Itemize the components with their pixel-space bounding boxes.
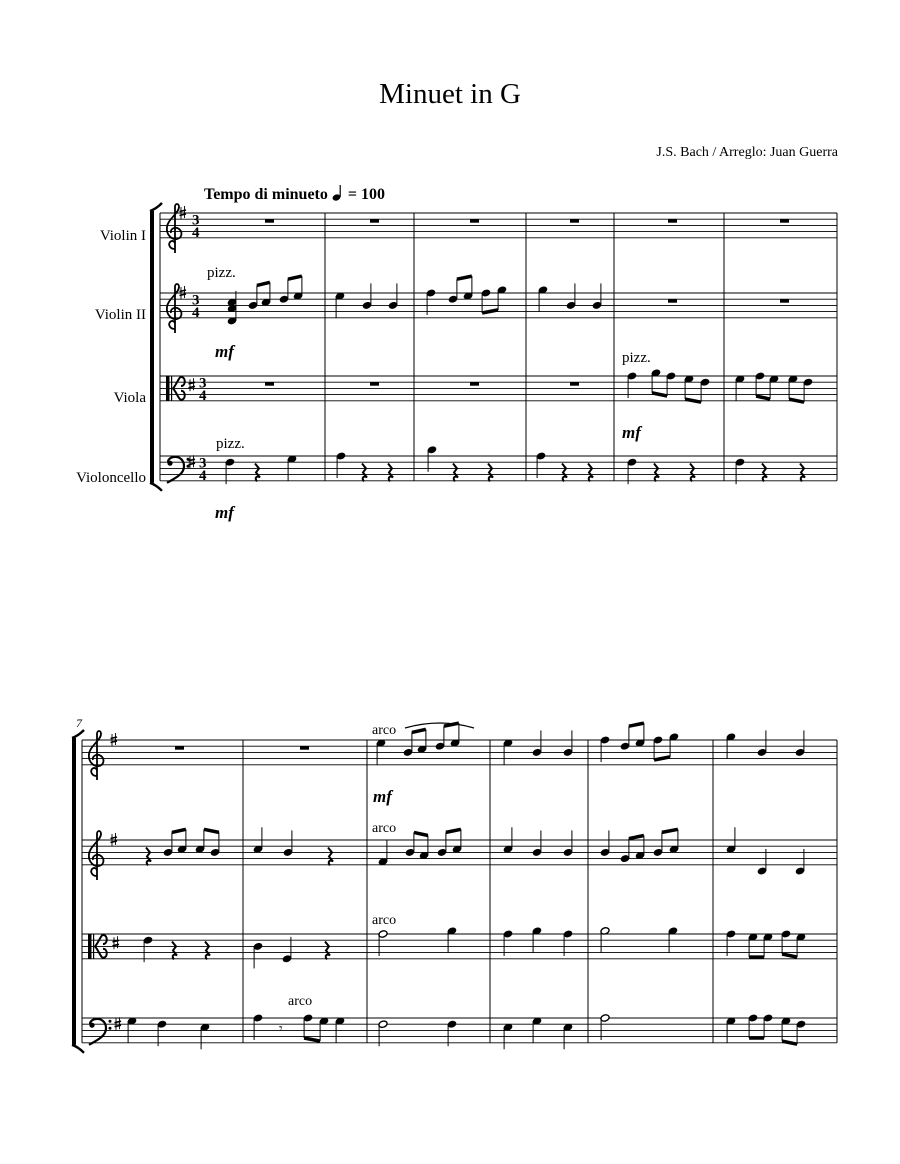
rest-icon xyxy=(762,463,767,481)
rest-icon xyxy=(370,382,379,386)
note-head xyxy=(653,736,663,760)
rest-icon xyxy=(300,746,309,750)
rest-icon xyxy=(146,847,151,865)
dynamic-mf: mf xyxy=(215,503,234,522)
time-signature-bottom: 4 xyxy=(192,224,200,241)
bass-clef-icon xyxy=(89,1019,112,1045)
beam xyxy=(629,836,644,839)
time-signature xyxy=(199,375,207,403)
note-head xyxy=(319,1017,329,1041)
rest-icon xyxy=(328,847,333,865)
staff-s1-3 xyxy=(160,376,837,401)
note-head xyxy=(362,283,372,309)
time-signature-top: 3 xyxy=(192,292,200,309)
beam xyxy=(789,399,804,402)
time-signature-bottom: 4 xyxy=(199,467,207,484)
time-signature xyxy=(199,455,207,483)
note-head xyxy=(757,849,767,875)
beam xyxy=(629,723,644,726)
note-head xyxy=(503,930,513,956)
system-bracket xyxy=(150,483,162,491)
note-head xyxy=(803,378,813,402)
note-head xyxy=(666,372,676,396)
staff-s2-1 xyxy=(82,740,837,765)
note-head xyxy=(279,279,289,303)
note-head xyxy=(427,446,437,472)
rest-icon xyxy=(780,299,789,303)
note-head xyxy=(435,726,445,750)
instrument-label-violin-2: Violin II xyxy=(94,307,146,323)
note-head xyxy=(684,375,694,399)
rest-icon xyxy=(654,463,659,481)
dynamic-mf: mf xyxy=(622,423,641,442)
arco-marking: arco xyxy=(372,913,397,928)
instrument-label-viola: Viola xyxy=(113,390,146,406)
system-bracket xyxy=(72,1045,84,1053)
note-head xyxy=(600,736,610,762)
note-head xyxy=(563,830,573,856)
note-head xyxy=(253,1014,263,1040)
note-head xyxy=(635,723,645,747)
note-head xyxy=(627,372,637,398)
beam xyxy=(782,1041,797,1044)
note-head xyxy=(669,829,679,853)
note-head xyxy=(748,933,758,957)
time-signature-top: 3 xyxy=(199,455,207,472)
time-signature xyxy=(192,292,200,320)
note-head xyxy=(536,452,546,478)
treble-clef-icon xyxy=(167,284,182,333)
note-head xyxy=(426,289,436,315)
beam xyxy=(482,310,498,313)
rest-icon xyxy=(668,219,677,223)
sharp-icon xyxy=(180,286,187,299)
rest-icon xyxy=(265,382,274,386)
instrument-label-violoncello: Violoncello xyxy=(76,470,146,486)
time-signature-bottom: 4 xyxy=(192,304,200,321)
note-head xyxy=(726,930,736,956)
note-head xyxy=(600,830,610,856)
note-head xyxy=(620,726,630,750)
dynamic-mf: mf xyxy=(373,787,392,806)
note-head xyxy=(463,276,473,300)
note-head xyxy=(253,942,263,968)
note-head xyxy=(795,849,805,875)
rest-icon xyxy=(325,941,330,959)
note-head xyxy=(763,1014,773,1038)
rest-icon xyxy=(588,463,593,481)
note-head xyxy=(447,1020,457,1046)
tempo-value: = 100 xyxy=(347,186,385,203)
score-title: Minuet in G xyxy=(379,78,521,110)
rest-icon xyxy=(470,219,479,223)
beam xyxy=(412,729,426,732)
note-head xyxy=(481,289,491,313)
rest-icon xyxy=(470,382,479,386)
note-head xyxy=(336,452,346,478)
beam xyxy=(414,832,428,835)
note-head xyxy=(796,933,806,957)
note-head xyxy=(225,458,235,484)
rest-icon xyxy=(388,463,393,481)
note-head xyxy=(303,1014,313,1038)
beam xyxy=(782,954,797,957)
note-head xyxy=(781,1017,791,1041)
rest-icon xyxy=(690,463,695,481)
sharp-icon xyxy=(113,936,120,949)
note-head xyxy=(700,378,710,402)
note-head xyxy=(282,937,292,963)
system-bracket xyxy=(150,203,162,211)
beam xyxy=(457,276,472,279)
note-head xyxy=(210,832,220,856)
note-head xyxy=(757,730,767,756)
beam xyxy=(756,396,770,399)
system-bracket xyxy=(150,211,154,483)
bass-clef-icon xyxy=(167,457,190,483)
beam xyxy=(685,399,701,402)
staff-s1-4 xyxy=(160,456,837,481)
time-signature-top: 3 xyxy=(199,375,207,392)
arco-marking: arco xyxy=(372,723,397,738)
rest-icon xyxy=(780,219,789,223)
note-head xyxy=(293,276,303,300)
note-head xyxy=(497,286,507,310)
rest-icon xyxy=(255,463,260,481)
staff-s2-3 xyxy=(82,934,837,959)
note-head xyxy=(627,458,637,484)
note-head xyxy=(566,283,576,309)
system-bracket xyxy=(72,738,76,1045)
note-head xyxy=(177,829,187,853)
sharp-icon xyxy=(115,1017,122,1030)
beam xyxy=(288,276,302,279)
note-head xyxy=(283,830,293,856)
note-head xyxy=(600,1014,610,1040)
treble-clef-icon xyxy=(89,731,104,780)
note-head xyxy=(417,729,427,753)
time-signature-bottom: 4 xyxy=(199,387,207,404)
note-head xyxy=(403,732,413,756)
note-head xyxy=(763,933,773,957)
note-head xyxy=(448,279,458,303)
note-head xyxy=(769,375,779,399)
arco-marking: arco xyxy=(372,821,397,836)
staff-s2-4 xyxy=(82,1018,837,1043)
note-head xyxy=(748,1014,758,1038)
treble-clef-icon xyxy=(167,204,182,253)
pizz-marking: pizz. xyxy=(622,350,651,366)
beam xyxy=(652,393,667,396)
note-head xyxy=(157,1020,167,1046)
eighth-rest-icon: 𝄾 xyxy=(279,1022,283,1037)
note-head xyxy=(796,1020,806,1044)
note-head xyxy=(248,285,258,309)
pizz-marking: pizz. xyxy=(216,436,245,452)
composer-credit: J.S. Bach / Arreglo: Juan Guerra xyxy=(656,145,838,160)
slur xyxy=(405,723,474,728)
note-head xyxy=(143,936,153,962)
note-head xyxy=(563,930,573,956)
note-head xyxy=(651,369,661,393)
beam xyxy=(172,829,186,832)
beam xyxy=(304,1038,320,1041)
note-head xyxy=(195,829,205,853)
rest-icon xyxy=(362,463,367,481)
note-head xyxy=(781,930,791,954)
rest-icon xyxy=(562,463,567,481)
instrument-label-violin-1: Violin I xyxy=(99,228,146,244)
note-head xyxy=(635,836,645,860)
note-head xyxy=(755,372,765,396)
rest-icon xyxy=(570,219,579,223)
pizz-marking: pizz. xyxy=(207,265,236,281)
note-head xyxy=(592,283,602,309)
treble-clef-icon xyxy=(89,831,104,880)
rest-icon xyxy=(205,941,210,959)
beam xyxy=(204,829,219,832)
note-head xyxy=(378,1020,388,1046)
note-head xyxy=(532,830,542,856)
note-head xyxy=(261,282,271,306)
rest-icon xyxy=(488,463,493,481)
beam xyxy=(446,829,461,832)
rest-icon xyxy=(172,941,177,959)
rest-icon xyxy=(453,463,458,481)
note-head xyxy=(163,832,173,856)
note-head xyxy=(788,375,798,399)
note-head xyxy=(735,458,745,484)
arco-marking: arco xyxy=(288,994,313,1009)
staff-s1-1 xyxy=(160,213,837,238)
rest-icon xyxy=(800,463,805,481)
note-head xyxy=(450,723,460,747)
rest-icon xyxy=(265,219,274,223)
note-head xyxy=(388,283,398,309)
time-signature-top: 3 xyxy=(192,212,200,229)
note-head xyxy=(452,829,462,853)
sharp-icon xyxy=(180,206,187,219)
beam xyxy=(662,829,678,832)
note-head xyxy=(563,730,573,756)
note-head xyxy=(653,832,663,856)
rest-icon xyxy=(668,299,677,303)
rest-icon xyxy=(570,382,579,386)
note-head xyxy=(378,930,388,956)
sharp-icon xyxy=(189,378,196,391)
sharp-icon xyxy=(111,733,118,746)
staff-s2-2 xyxy=(82,840,837,865)
beam xyxy=(654,757,670,760)
dynamic-mf: mf xyxy=(215,342,234,361)
rest-icon xyxy=(370,219,379,223)
note-head xyxy=(419,836,429,860)
tempo-text: Tempo di minueto xyxy=(204,186,328,203)
note-head xyxy=(437,832,447,856)
note-head xyxy=(405,832,415,856)
beam xyxy=(257,282,270,285)
sharp-icon xyxy=(111,833,118,846)
note-head xyxy=(620,839,630,863)
note-head xyxy=(532,730,542,756)
time-signature xyxy=(192,212,200,240)
note-head xyxy=(669,733,679,757)
rest-icon xyxy=(175,746,184,750)
system-bracket xyxy=(72,730,84,738)
measure-number: 7 xyxy=(76,716,82,730)
note-head xyxy=(795,730,805,756)
